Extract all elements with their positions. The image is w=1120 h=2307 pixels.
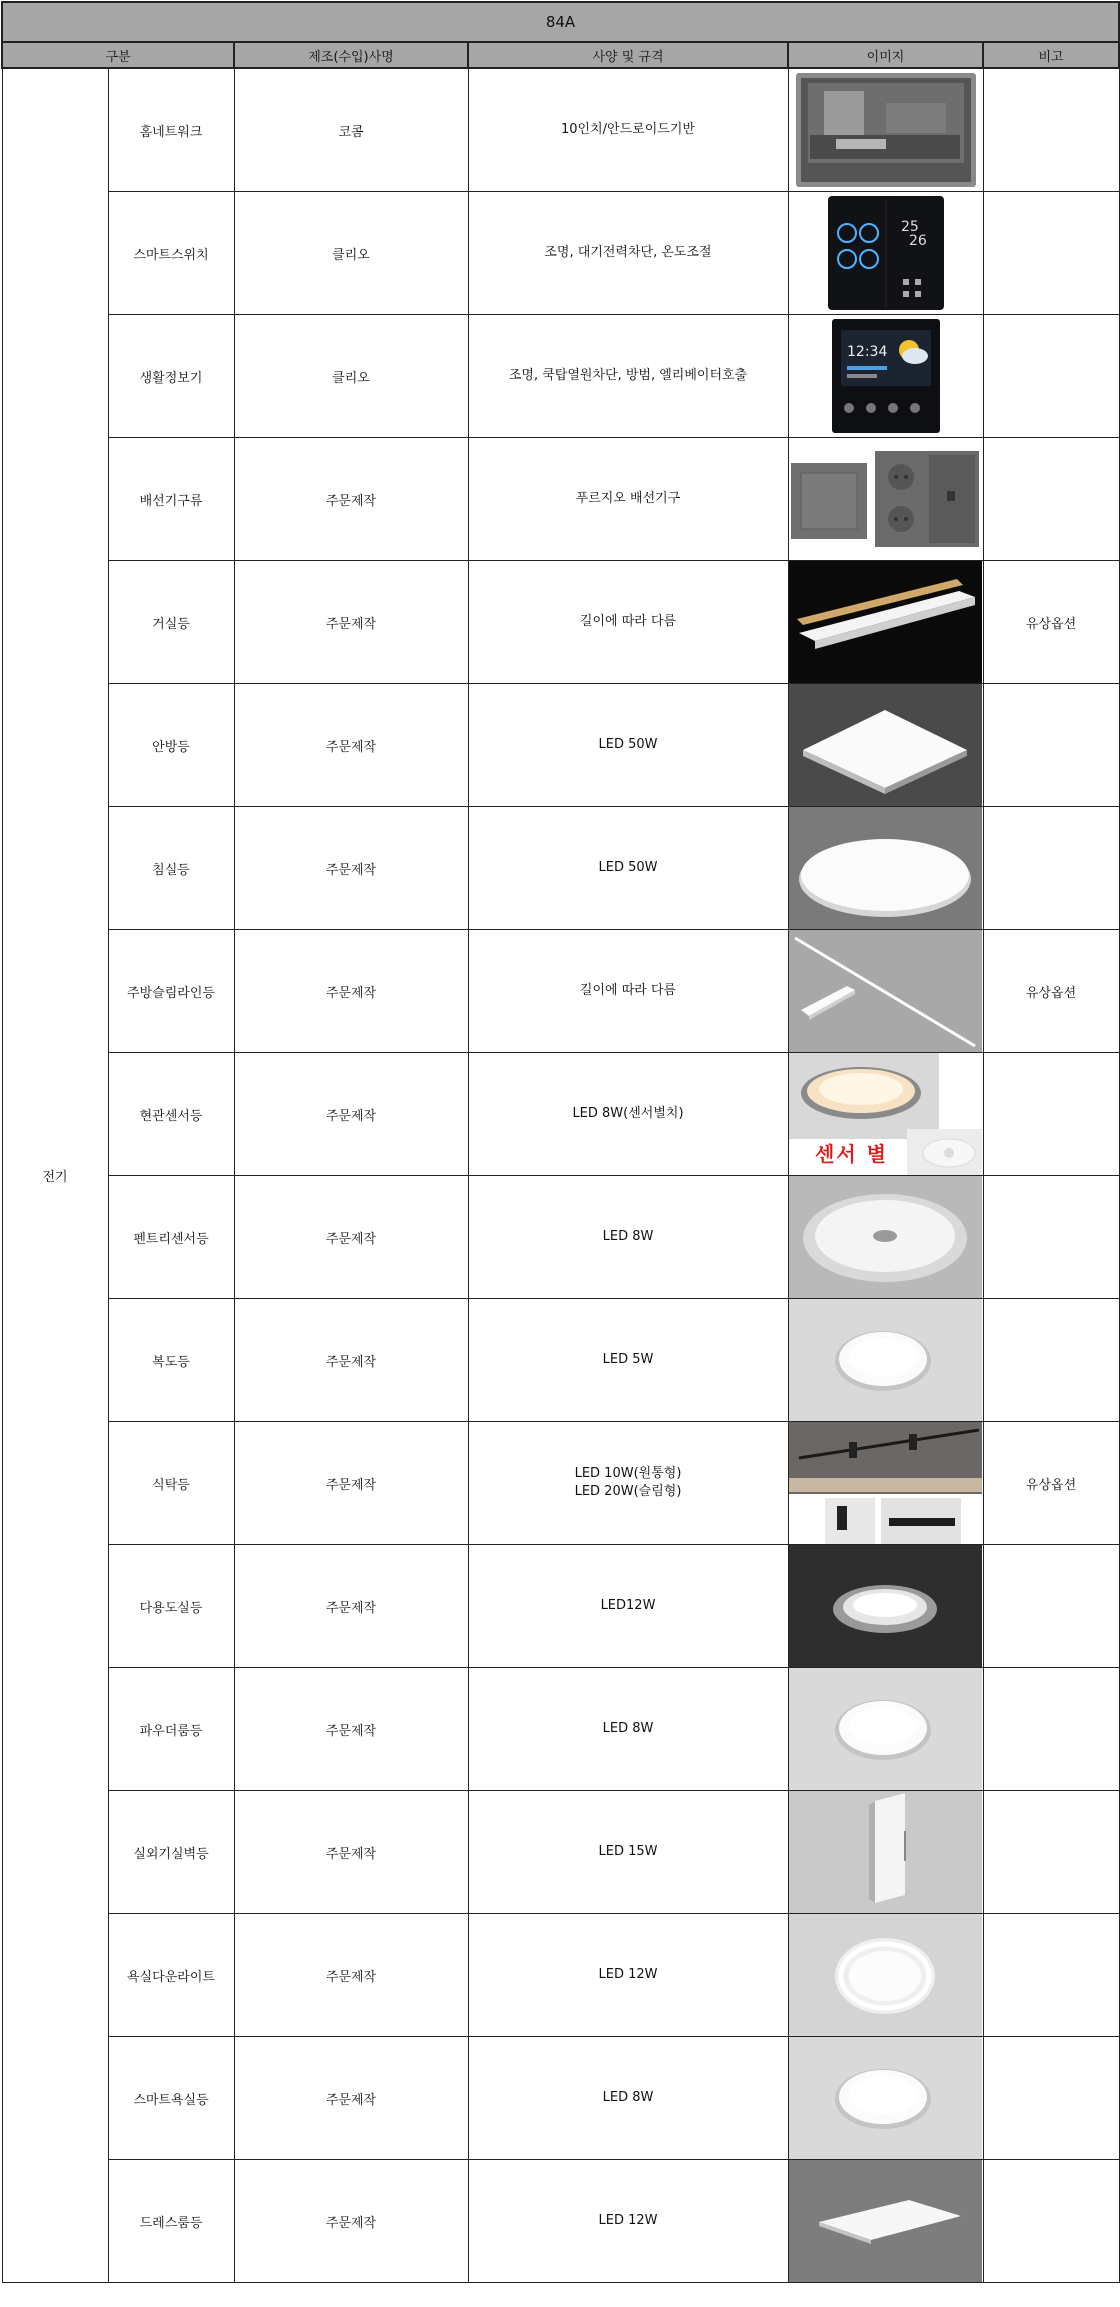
item-image-cell (788, 1422, 983, 1545)
item-note (983, 68, 1119, 192)
item-note: 유상옵션 (983, 1422, 1119, 1545)
item-note (983, 684, 1119, 807)
item-name: 펜트리센서등 (108, 1176, 234, 1299)
item-name: 홈네트워크 (108, 68, 234, 192)
item-spec: LED 8W (468, 1176, 788, 1299)
item-maker: 코콤 (234, 68, 468, 192)
header-image: 이미지 (788, 42, 983, 68)
item-maker: 클리오 (234, 315, 468, 438)
svg-text:12:34: 12:34 (846, 344, 887, 360)
header-note: 비고 (983, 42, 1119, 68)
table-row (2, 2037, 1119, 2160)
flat-panel-light-photo (789, 2160, 982, 2282)
downlight-photo (789, 2037, 982, 2159)
info-display-photo (789, 315, 982, 437)
item-image-cell (788, 2037, 983, 2160)
table-row (2, 807, 1119, 930)
table-row (2, 1914, 1119, 2037)
item-name: 스마트욕실등 (108, 2037, 234, 2160)
sensor-downlight-photo (789, 1053, 982, 1175)
item-note (983, 192, 1119, 315)
item-maker: 주문제작 (234, 807, 468, 930)
item-name: 안방등 (108, 684, 234, 807)
item-maker: 주문제작 (234, 438, 468, 561)
sensor-ceiling-light-photo (789, 1176, 982, 1298)
table-title: 84A (2, 2, 1119, 42)
item-spec: LED 8W (468, 1668, 788, 1791)
downlight-photo (789, 1668, 982, 1790)
item-maker: 주문제작 (234, 1053, 468, 1176)
item-spec: LED 50W (468, 684, 788, 807)
item-maker: 주문제작 (234, 1668, 468, 1791)
item-image-cell (788, 561, 983, 684)
table-row (2, 1422, 1119, 1545)
item-spec: LED 12W (468, 1914, 788, 2037)
dark-downlight-photo (789, 1545, 982, 1667)
item-maker: 주문제작 (234, 1791, 468, 1914)
item-note (983, 438, 1119, 561)
item-name: 주방슬림라인등 (108, 930, 234, 1053)
item-image-cell (788, 807, 983, 930)
table-row (2, 438, 1119, 561)
item-image-cell (788, 1299, 983, 1422)
item-note (983, 1545, 1119, 1668)
item-spec: 조명, 대기전력차단, 온도조절 (468, 192, 788, 315)
item-note (983, 2160, 1119, 2283)
header-category: 구분 (2, 42, 234, 68)
item-image-cell (788, 315, 983, 438)
item-maker: 주문제작 (234, 1176, 468, 1299)
wiring-device-photo (789, 438, 982, 560)
smart-switch-photo (789, 192, 982, 314)
item-spec: 푸르지오 배선기구 (468, 438, 788, 561)
item-image-cell (788, 1176, 983, 1299)
item-image-cell (788, 1791, 983, 1914)
group-label: 전기 (2, 68, 108, 2283)
table-row (2, 1176, 1119, 1299)
item-name: 거실등 (108, 561, 234, 684)
item-maker: 주문제작 (234, 684, 468, 807)
item-name: 배선기구류 (108, 438, 234, 561)
item-image-cell (788, 68, 983, 192)
table-row (2, 315, 1119, 438)
wall-pad-screen-photo (789, 69, 982, 191)
item-note (983, 315, 1119, 438)
item-note (983, 1914, 1119, 2037)
square-panel-light-photo (789, 684, 982, 806)
item-name: 파우더룸등 (108, 1668, 234, 1791)
item-maker: 주문제작 (234, 2160, 468, 2283)
item-name: 욕실다운라이트 (108, 1914, 234, 2037)
item-name: 식탁등 (108, 1422, 234, 1545)
item-maker: 주문제작 (234, 1299, 468, 1422)
table-row (2, 684, 1119, 807)
item-maker: 주문제작 (234, 930, 468, 1053)
spec-table (1, 1, 1120, 2283)
item-note: 유상옵션 (983, 930, 1119, 1053)
item-image-cell (788, 192, 983, 315)
svg-text:25: 25 (900, 219, 919, 235)
item-spec: 길이에 따라 다름 (468, 930, 788, 1053)
wall-light-photo (789, 1791, 982, 1913)
item-maker: 주문제작 (234, 1914, 468, 2037)
item-spec: LED 8W (468, 2037, 788, 2160)
item-spec: LED12W (468, 1545, 788, 1668)
item-name: 스마트스위치 (108, 192, 234, 315)
table-row (2, 68, 1119, 192)
item-spec: 길이에 따라 다름 (468, 561, 788, 684)
item-spec: LED 12W (468, 2160, 788, 2283)
item-name: 생활정보기 (108, 315, 234, 438)
item-image-cell (788, 684, 983, 807)
table-row (2, 1791, 1119, 1914)
item-maker: 주문제작 (234, 2037, 468, 2160)
item-image-cell (788, 1914, 983, 2037)
item-image-cell (788, 2160, 983, 2283)
item-name: 복도등 (108, 1299, 234, 1422)
track-light-photo (789, 1422, 982, 1544)
item-spec: 10인치/안드로이드기반 (468, 68, 788, 192)
downlight-photo (789, 1299, 982, 1421)
table-row (2, 1053, 1119, 1176)
item-name: 다용도실등 (108, 1545, 234, 1668)
round-ceiling-light-photo (789, 807, 982, 929)
table-row (2, 2160, 1119, 2283)
table-row (2, 1299, 1119, 1422)
item-spec: LED 8W(센서별치) (468, 1053, 788, 1176)
table-row (2, 561, 1119, 684)
item-maker: 클리오 (234, 192, 468, 315)
item-image-cell (788, 1545, 983, 1668)
item-name: 드레스룸등 (108, 2160, 234, 2283)
item-maker: 주문제작 (234, 561, 468, 684)
item-note (983, 1791, 1119, 1914)
item-image-cell (788, 1053, 983, 1176)
item-name: 침실등 (108, 807, 234, 930)
item-image-cell (788, 930, 983, 1053)
table-row (2, 1545, 1119, 1668)
item-name: 실외기실벽등 (108, 1791, 234, 1914)
item-image-cell (788, 1668, 983, 1791)
item-note (983, 1668, 1119, 1791)
item-spec: LED 10W(원통형) LED 20W(슬림형) (468, 1422, 788, 1545)
item-spec: LED 15W (468, 1791, 788, 1914)
image-caption: 센서 별 (815, 1142, 888, 1166)
item-maker: 주문제작 (234, 1545, 468, 1668)
item-note (983, 807, 1119, 930)
item-note: 유상옵션 (983, 561, 1119, 684)
item-note (983, 1176, 1119, 1299)
item-image-cell (788, 438, 983, 561)
item-note (983, 2037, 1119, 2160)
svg-text:26: 26 (908, 233, 927, 249)
item-note (983, 1053, 1119, 1176)
slim-line-light-photo (789, 930, 982, 1052)
item-spec: 조명, 쿡탑열원차단, 방범, 엘리베이터호출 (468, 315, 788, 438)
item-note (983, 1299, 1119, 1422)
ring-downlight-photo (789, 1914, 982, 2036)
table-row (2, 930, 1119, 1053)
item-maker: 주문제작 (234, 1422, 468, 1545)
header-maker: 제조(수입)사명 (234, 42, 468, 68)
item-spec: LED 5W (468, 1299, 788, 1422)
header-spec: 사양 및 규격 (468, 42, 788, 68)
item-spec: LED 50W (468, 807, 788, 930)
linear-light-photo (789, 561, 982, 683)
table-row (2, 1668, 1119, 1791)
item-name: 현관센서등 (108, 1053, 234, 1176)
table-row (2, 192, 1119, 315)
